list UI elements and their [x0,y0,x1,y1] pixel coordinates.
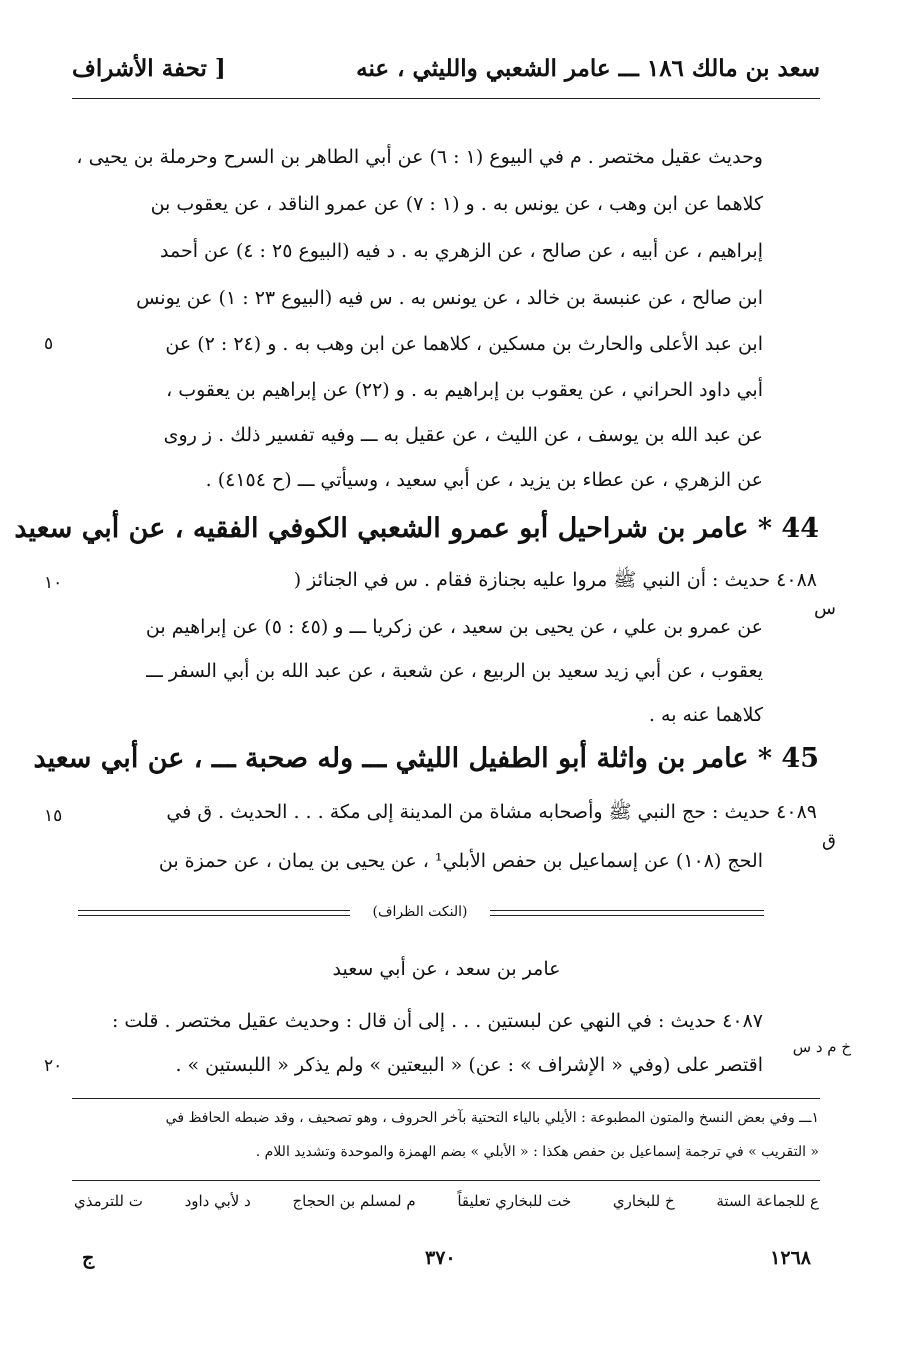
header-title: سعد بن مالك ١٨٦ ـــ عامر الشعبي والليثي ، عنه [356,55,820,82]
source-code: ق [822,830,836,851]
header-book-title: [ تحفة الأشراف [72,55,226,82]
margin-line-number: ١٥ [44,806,63,826]
body-line: يعقوب ، عن أبي زيد سعيد بن الربيع ، عن شعبة ، عن عبد الله بن أبي السفر ـــ [146,660,763,682]
volume-marker: ج [82,1247,95,1269]
abbreviation-item: ع للجماعة الستة [716,1192,819,1210]
margin-line-number: ١٠ [44,573,63,593]
body-line: أبي داود الحراني ، عن يعقوب بن إبراهيم به . و (٢٢) عن إبراهيم بن يعقوب ، [166,379,763,401]
entry-badge: 45 * [757,743,819,774]
footer-number-right: ١٢٦٨ [770,1247,811,1269]
abbreviation-item: ت للترمذي [74,1192,143,1210]
body-line: الحج (١٠٨) عن إسماعيل بن حفص الأبلي¹ ، عن يحيى بن يمان ، عن حمزة بن [158,850,763,872]
abbreviation-item: م لمسلم بن الحجاج [292,1192,416,1210]
footnote-line: « التقريب » في ترجمة إسماعيل بن حفص هكذا : « الأبلي » بضم الهمزة والموحدة وتشديد اللام . [255,1144,819,1160]
section-subtitle: عامر بن سعد ، عن أبي سعيد [332,958,561,980]
section-title: (النكت الظراف) [350,904,490,920]
body-line: إبراهيم ، عن أبيه ، عن صالح ، عن الزهري به . د فيه (البيوع ٢٥ : ٤) عن أحمد [160,240,763,262]
source-code: س [814,598,836,619]
entry-title: عامر بن واثلة أبو الطفيل الليثي ـــ وله صحبة ـــ ، عن أبي سعيد [33,743,749,774]
footnote-bottom-rule [72,1180,820,1181]
nukat-line: اقتصر على (وفي « الإشراف » : عن) « البيعتين » ولم يذكر « اللبستين » . [175,1054,763,1076]
footnote-rule [72,1098,820,1099]
running-header [72,55,820,95]
page-number: ٣٧٠ [425,1247,456,1269]
margin-line-number: ٢٠ [44,1056,63,1076]
hadith-line: ٤٠٨٨ حديث : أن النبي ﷺ مروا عليه بجنازة فقام . س في الجنائز ( [293,569,817,591]
entry-heading [33,743,819,774]
entry-title: عامر بن شراحيل أبو عمرو الشعبي الكوفي الفقيه ، عن أبي سعيد [14,513,749,544]
body-line: عن الزهري ، عن عطاء بن يزيد ، عن أبي سعيد ، وسيأتي ـــ (ح ٤١٥٤) . [205,469,763,491]
body-line: عن عبد الله بن يوسف ، عن الليث ، عن عقيل به ـــ وفيه تفسير ذلك . ز روى [163,424,763,446]
abbreviation-item: خت للبخاري تعليقاً [457,1192,572,1210]
hadith-line: ٤٠٨٩ حديث : حج النبي ﷺ وأصحابه مشاة من المدينة إلى مكة . . . الحديث . ق في [166,801,817,823]
abbreviation-item: د لأبي داود [184,1192,251,1210]
footnote-line: ١ـــ وفي بعض النسخ والمتون المطبوعة : الأيلي بالياء التحتية بآخر الحروف ، وهو تصحيف ، وقد ضبطه الحافظ في [165,1110,819,1126]
entry-badge: 44 * [757,513,819,544]
body-line: كلاهما عنه به . [648,704,763,726]
abbreviation-item: خ للبخاري [612,1192,675,1210]
entry-heading [14,513,819,544]
margin-line-number: ٥ [44,334,54,354]
nukat-line: ٤٠٨٧ حديث : في النهي عن لبستين . . . إلى أن قال : وحديث عقيل مختصر . قلت : [111,1010,763,1032]
source-codes: خ م د س [792,1038,851,1056]
abbreviation-key [74,1192,819,1210]
body-line: ابن عبد الأعلى والحارث بن مسكين ، كلاهما عن ابن وهب به . و (٢٤ : ٢) عن [165,333,763,355]
body-line: وحديث عقيل مختصر . م في البيوع (١ : ٦) عن أبي الطاهر بن السرح وحرملة بن يحيى ، [76,146,763,168]
body-line: كلاهما عن ابن وهب ، عن يونس به . و (١ : ٧) عن عمرو الناقد ، عن يعقوب بن [150,193,763,215]
header-rule [72,98,820,99]
body-line: ابن صالح ، عن عنبسة بن خالد ، عن يونس به . س فيه (البيوع ٢٣ : ١) عن يونس [136,287,763,309]
body-line: عن عمرو بن علي ، عن يحيى بن سعيد ، عن زكريا ـــ و (٤٥ : ٥) عن إبراهيم بن [145,616,763,638]
